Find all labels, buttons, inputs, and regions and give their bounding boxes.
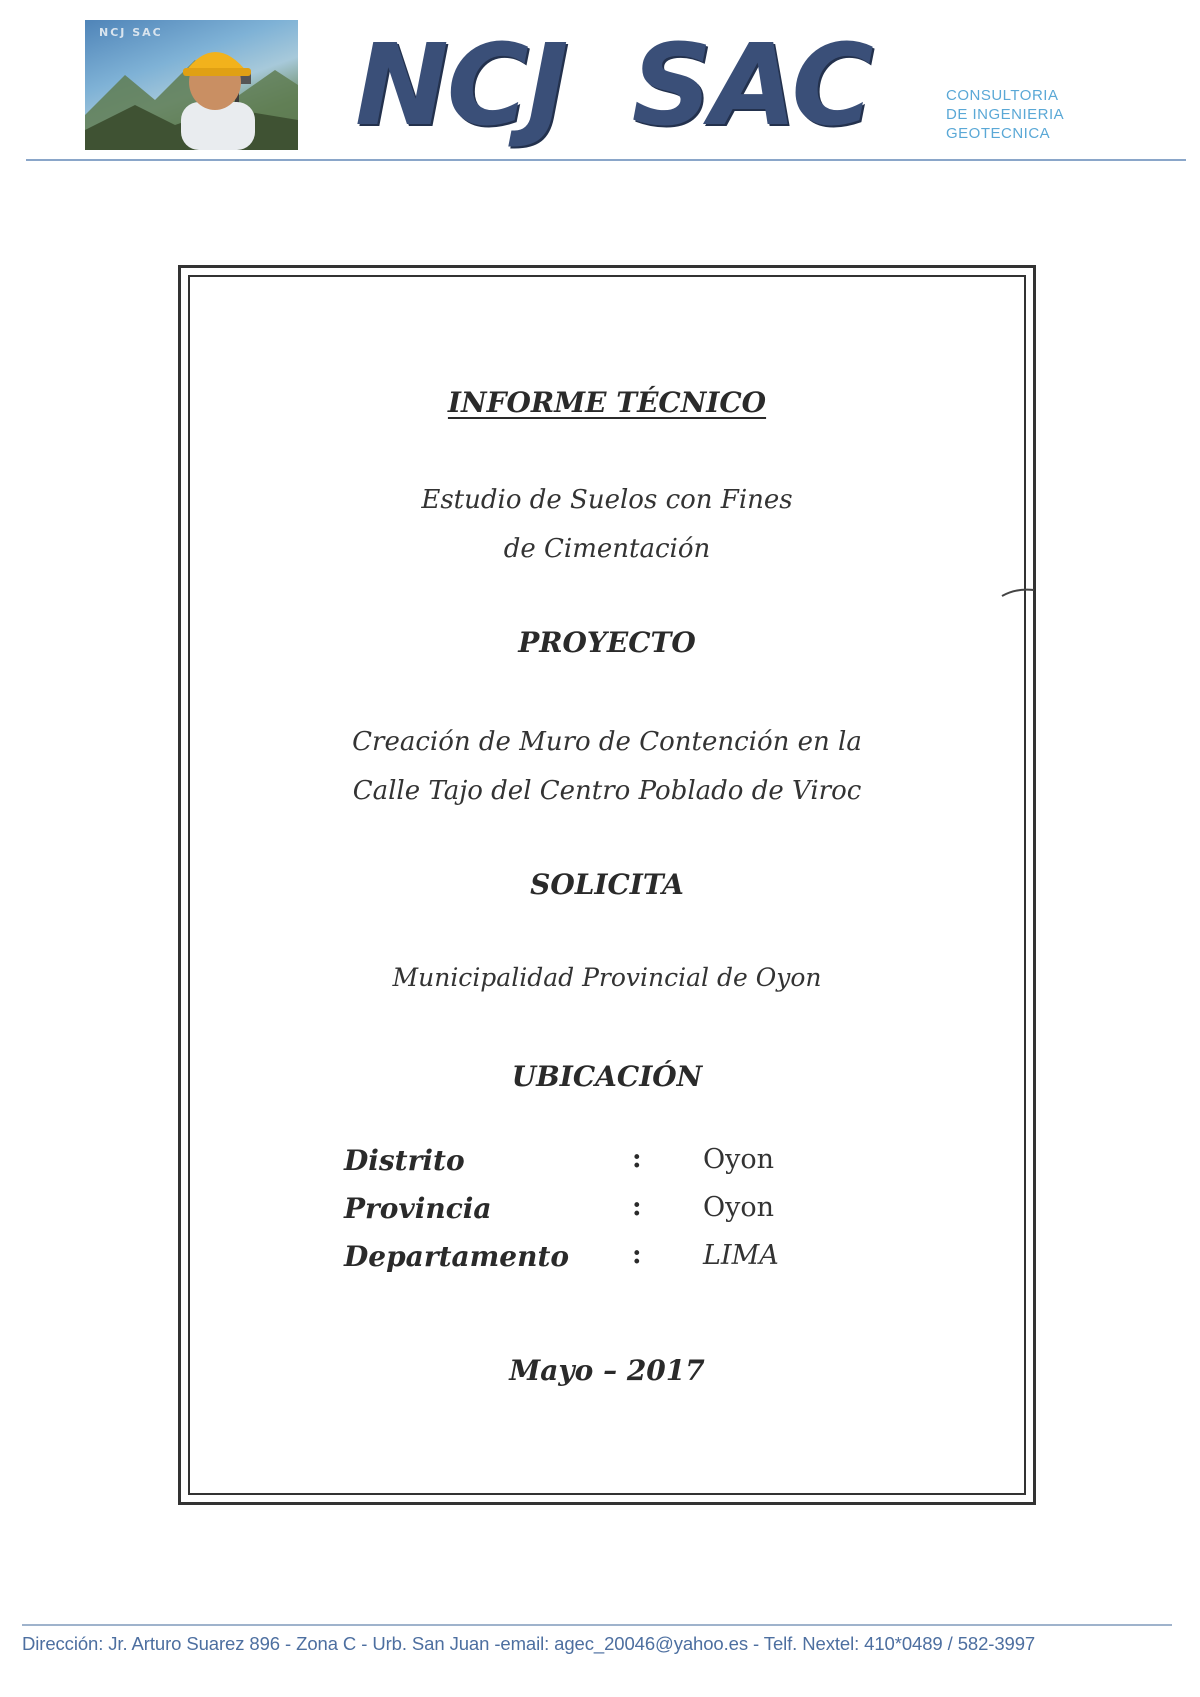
- location-row-departamento: [0, 1240, 1200, 1280]
- subtitle-line: Estudio de Suelos con Fines: [421, 485, 793, 515]
- footer-divider: [22, 1624, 1172, 1626]
- location-colon: :: [632, 1240, 642, 1270]
- company-tagline: [946, 86, 1064, 143]
- engineer-hardhat-icon: [85, 20, 298, 150]
- location-label: Departamento: [344, 1240, 570, 1273]
- tagline-line: DE INGENIERIA: [946, 106, 1065, 123]
- location-value: LIMA: [703, 1240, 779, 1271]
- location-value: Oyon: [703, 1144, 775, 1175]
- location-row-distrito: [0, 1144, 1200, 1184]
- project-heading: PROYECTO: [518, 626, 696, 659]
- location-label: Provincia: [344, 1192, 492, 1225]
- location-colon: :: [632, 1144, 642, 1174]
- footer-contact-line: Dirección: Jr. Arturo Suarez 896 - Zona C - Urb. San Juan -email: agec_20046@yahoo.es - Telf. Nextel: 410*0489 / 582-3997: [22, 1633, 1036, 1654]
- pen-mark-icon: [1000, 586, 1036, 600]
- logo-photo-engineer-hardhat: [85, 20, 298, 150]
- requester-name: Municipalidad Provincial de Oyon: [392, 963, 822, 992]
- location-colon: :: [632, 1192, 642, 1222]
- location-label: Distrito: [344, 1144, 465, 1177]
- tagline-line: GEOTECNICA: [946, 125, 1051, 142]
- header-divider: [26, 159, 1186, 161]
- project-line: Calle Tajo del Centro Poblado de Viroc: [352, 776, 862, 806]
- company-brand-name: NCJ SAC: [355, 21, 872, 151]
- location-value: Oyon: [703, 1192, 775, 1223]
- report-subtitle: [178, 476, 1036, 574]
- project-line: Creación de Muro de Contención en la: [352, 727, 862, 757]
- project-description: [178, 718, 1036, 816]
- report-date: Mayo – 2017: [509, 1354, 705, 1387]
- subtitle-line: de Cimentación: [503, 534, 711, 564]
- tagline-line: CONSULTORIA: [946, 87, 1059, 104]
- letterhead: [0, 0, 1200, 170]
- logo-photo-caption: NCJ SAC: [99, 26, 163, 39]
- location-row-provincia: [0, 1192, 1200, 1232]
- location-heading: UBICACIÓN: [511, 1060, 703, 1093]
- report-title: INFORME TÉCNICO: [447, 386, 767, 419]
- requester-heading: SOLICITA: [530, 868, 684, 901]
